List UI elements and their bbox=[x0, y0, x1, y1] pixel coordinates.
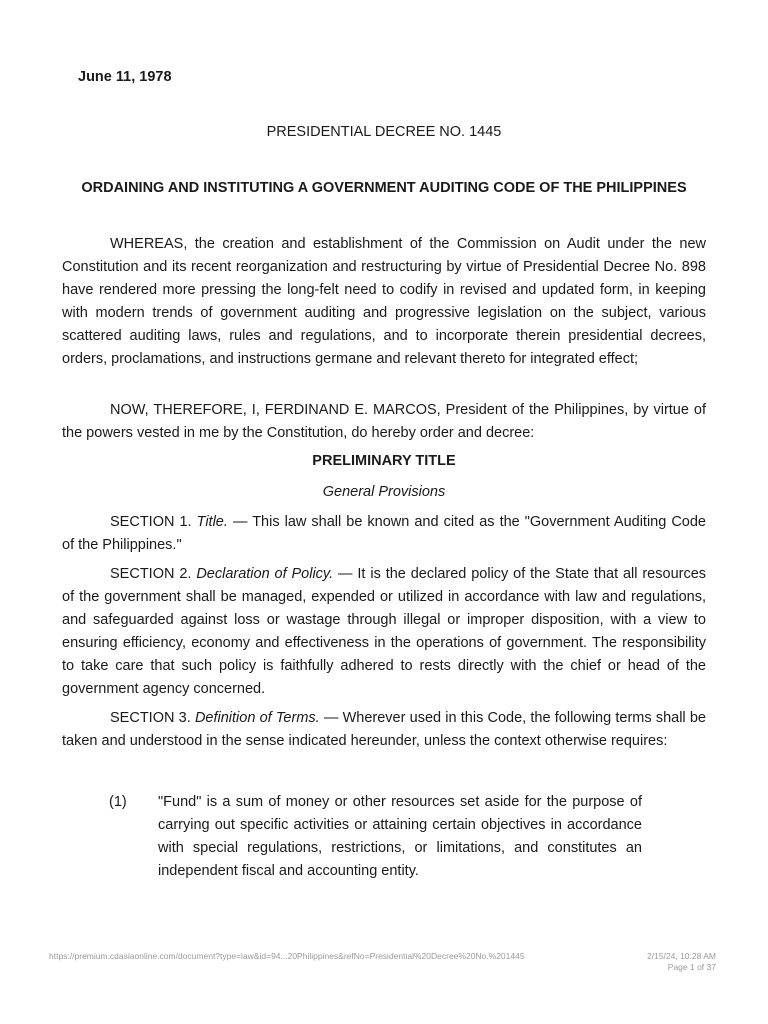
section-3-heading: Definition of Terms. bbox=[194, 710, 320, 726]
general-provisions-heading: General Provisions bbox=[322, 484, 446, 500]
footer-page-info: Page 1 of 37 bbox=[667, 962, 716, 972]
definition-text: "Fund" is a sum of money or other resources set aside for the purpose of carrying out specific activities or attaining certain objectives in accordance with special regulations, restrictions, or limitations, and constitutes an independent fiscal and accounting entity. bbox=[158, 794, 642, 879]
decree-date: June 11, 1978 bbox=[78, 69, 172, 85]
section-3-text: — Wherever used in this Code, the following terms shall be taken and understood in the sense indicated hereunder, unless the context otherwise requires: bbox=[62, 710, 706, 749]
decree-number: PRESIDENTIAL DECREE NO. 1445 bbox=[266, 124, 502, 140]
now-therefore-clause: NOW, THEREFORE, I, FERDINAND E. MARCOS, President of the Philippines, by virtue of the powers vested in me by the Constitution, do hereby order and decree: bbox=[62, 402, 706, 441]
section-1-label: SECTION 1. bbox=[110, 514, 192, 530]
section-1-text: — This law shall be known and cited as the "Government Auditing Code of the Philippines." bbox=[62, 514, 706, 553]
decree-title: ORDAINING AND INSTITUTING A GOVERNMENT AUDITING CODE OF THE PHILIPPINES bbox=[81, 180, 687, 196]
section-3 bbox=[62, 707, 706, 753]
section-3-label: SECTION 3. bbox=[110, 710, 191, 726]
whereas-clause: WHEREAS, the creation and establishment of the Commission on Audit under the new Constitution and its recent reorganization and restructuring by virtue of Presidential Decree No. 898 have rendered more pressing the long-felt need to codify in revised and updated form, in keeping with modern trends of government auditing and progressive legislation on the subject, various scattered auditing laws, rules and regulations, and to incorporate therein presidential decrees, orders, proclamations, and instructions germane and relevant thereto for integrated effect; bbox=[62, 236, 706, 367]
footer-url: https://premium.cdasiaonline.com/document?type=law&id=94...20Philippines&refNo=Presidential%20Decree%20No.%201445 bbox=[49, 951, 525, 961]
section-2-heading: Declaration of Policy. bbox=[196, 566, 334, 582]
footer-meta bbox=[647, 951, 716, 973]
definition-number: (1) bbox=[109, 794, 127, 810]
section-1-heading: Title. bbox=[196, 514, 228, 530]
definition-item-fund bbox=[109, 791, 642, 883]
section-2-text: — It is the declared policy of the State that all resources of the government shall be managed, expended or utilized in accordance with law and regulations, and safeguarded against loss or wastage through illegal or improper disposition, with a view to ensuring efficiency, economy and effectiveness in the operations of government. The responsibility to take care that such policy is faithfully adhered to rests directly with the chief or head of the government agency concerned. bbox=[62, 566, 707, 697]
section-2 bbox=[62, 563, 706, 701]
section-2-label: SECTION 2. bbox=[110, 566, 192, 582]
section-1 bbox=[62, 511, 706, 557]
footer-timestamp: 2/15/24, 10:28 AM bbox=[647, 951, 716, 961]
preliminary-title: PRELIMINARY TITLE bbox=[312, 453, 456, 469]
